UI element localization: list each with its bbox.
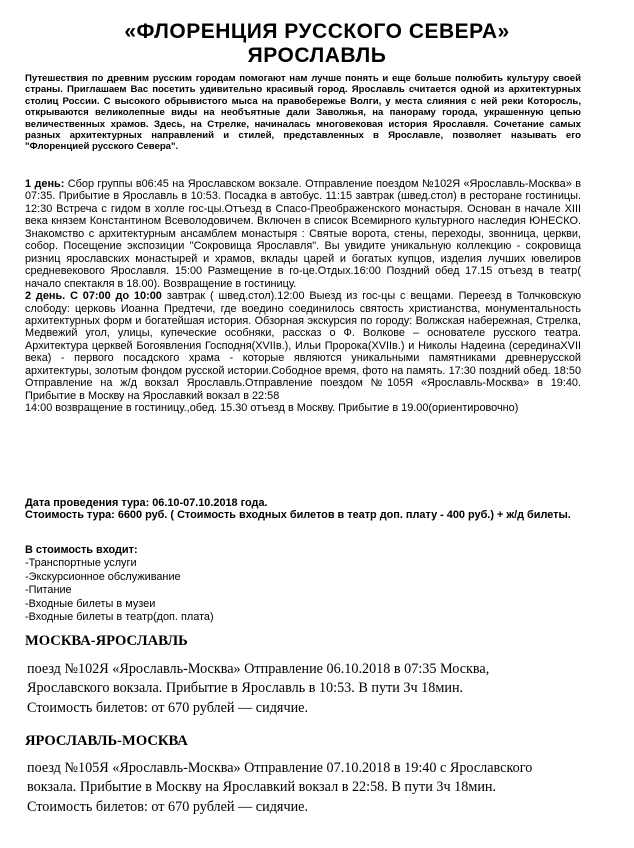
day1-label: 1 день:: [25, 178, 65, 190]
tour-price: Стоимость тура: 6600 руб. ( Стоимость входных билетов в театр доп. плату - 400 руб.) + ж/д билеты.: [25, 509, 571, 522]
route-price: Стоимость билетов: от 670 рублей — сидячие.: [27, 798, 309, 815]
route-heading-moscow-yaroslavl: МОСКВА-ЯРОСЛАВЛЬ: [25, 633, 188, 649]
list-item: -Экскурсионное обслуживание: [25, 570, 181, 583]
list-item: -Входные билеты в театр(доп. плата): [25, 611, 214, 624]
list-item: -Входные билеты в музеи: [25, 597, 156, 610]
route-details-yaroslavl-moscow: [27, 759, 567, 817]
included-list: [25, 557, 214, 625]
route-text: поезд №105Я «Ярославль-Москва» Отправление 07.10.2018 в 19:40 с Ярославского вокзала. Прибытие в Москву на Ярославкий вокзал в 22:58. В пути 3ч 18мин.: [27, 760, 533, 796]
route-heading-yaroslavl-moscow: ЯРОСЛАВЛЬ-МОСКВА: [25, 733, 188, 749]
list-item: -Питание: [25, 584, 72, 597]
tour-dates: Дата проведения тура: 06.10-07.10.2018 года.: [25, 497, 268, 509]
page-title: «ФЛОРЕНЦИЯ РУССКОГО СЕВЕРА»: [124, 20, 510, 43]
day2-extra-text: 14:00 возвращение в гостиницу.,обед. 15.30 отъезд в Москву. Прибытие в 19.00(ориентировочно): [25, 402, 519, 415]
tour-meta: [25, 497, 585, 522]
page-subtitle-city: ЯРОСЛАВЛЬ: [247, 44, 387, 67]
included-heading: В стоимость входит:: [25, 544, 138, 556]
day2-text: завтрак ( швед.стол).12:00 Выезд из гос-цы с вещами. Переезд в Толчковскую слободу: церковь Иоанна Предтечи, где воедино соединилось святость христианства, монументальность архитектурных форм и богатейшая история. Обзорная экскурсия по городу: Волжская набережная, Стрелка, Медвежий угол, улицы, купеческие особняки, рассказ о Ф. Волкове – основателе русского театра. Архитектура церквей Богоявления Господня(XVIIв.), Ильи Пророка(XVIIв.) и Николы Надеина (серединаXVII века) - первого посадского храма - которые являются уникальными памятниками древнерусской архитектуры, золотым фондом русской истории.Сободное время, фото на память. 17:30 поздний обед. 18:50 Отправление на ж/д вокзал Ярославль.Отправление поездом №105Я «Ярославль-Москва» в 19:40. Прибытие в Москву на Ярославкий вокзал в 22:58: [25, 290, 581, 402]
day2-label: 2 день. С 07:00 до 10:00: [25, 290, 162, 303]
intro-paragraph: Путешествия по древним русским городам помогают нам лучше понять и еще больше полюбить культуру своей страны. Приглашаем Вас посетить удивительно красивый город. Ярославль считается одной из архитектурных столиц России. С высокого обрывистого мыса на правобережье Волги, у места слияния с ней реки Которосль, открываются великолепные виды на необъятные дали Заволжья, на панораму города, украшенную цепью величественных храмов. Здесь, на Стрелке, начиналась многовековая история Ярославля. Сочетание самых разных архитектурных направлений и стилей, представленных в Ярославле, позволяет называть его "Флоренцией русского Севера".: [25, 73, 581, 153]
route-price: Стоимость билетов: от 670 рублей — сидячие.: [27, 699, 309, 716]
list-item: -Транспортные услуги: [25, 557, 137, 569]
day1-text: Сбор группы в06:45 на Ярославском вокзале. Отправление поездом №102Я «Ярославль-Москва» в 07:35. Прибытие в Ярославль в 10:53. Посадка в автобус. 11:15 завтрак (швед.стол) в ресторане гостиницы. 12:30 Встреча с гидом в холле гос-цы.Отъезд в Спасо-Преображенского монастыря. Основан в начале XIII века князем Константином Всеволодовичем. Включен в список Всемирного культурного наследия ЮНЕСКО. Знакомство с архитектурным ансамблем монастыря : Святые ворота, стены, переходы, звонница, церкви, собор. Посещение экспозиции "Сокровища Ярославля". Вы увидите уникальную коллекцию - сокровища ризниц ярославских монастырей и храмов, вклады царей и богатых купцов, изделия лучших ювелиров средневекового Ярославля. 15:00 Размещение в го-це.Отдых.16:00 Поздний обед 17.15 отъезд в театр( начало спектакля в 18.00). Возвращение в гостиницу.: [25, 178, 582, 290]
tour-program: [25, 178, 581, 415]
route-text: поезд №102Я «Ярославль-Москва» Отправление 06.10.2018 в 07:35 Москва, Ярославского вокзала. Прибытие в Ярославль в 10:53. В пути 3ч 18мин.: [27, 661, 490, 697]
route-details-moscow-yaroslavl: [27, 660, 567, 718]
